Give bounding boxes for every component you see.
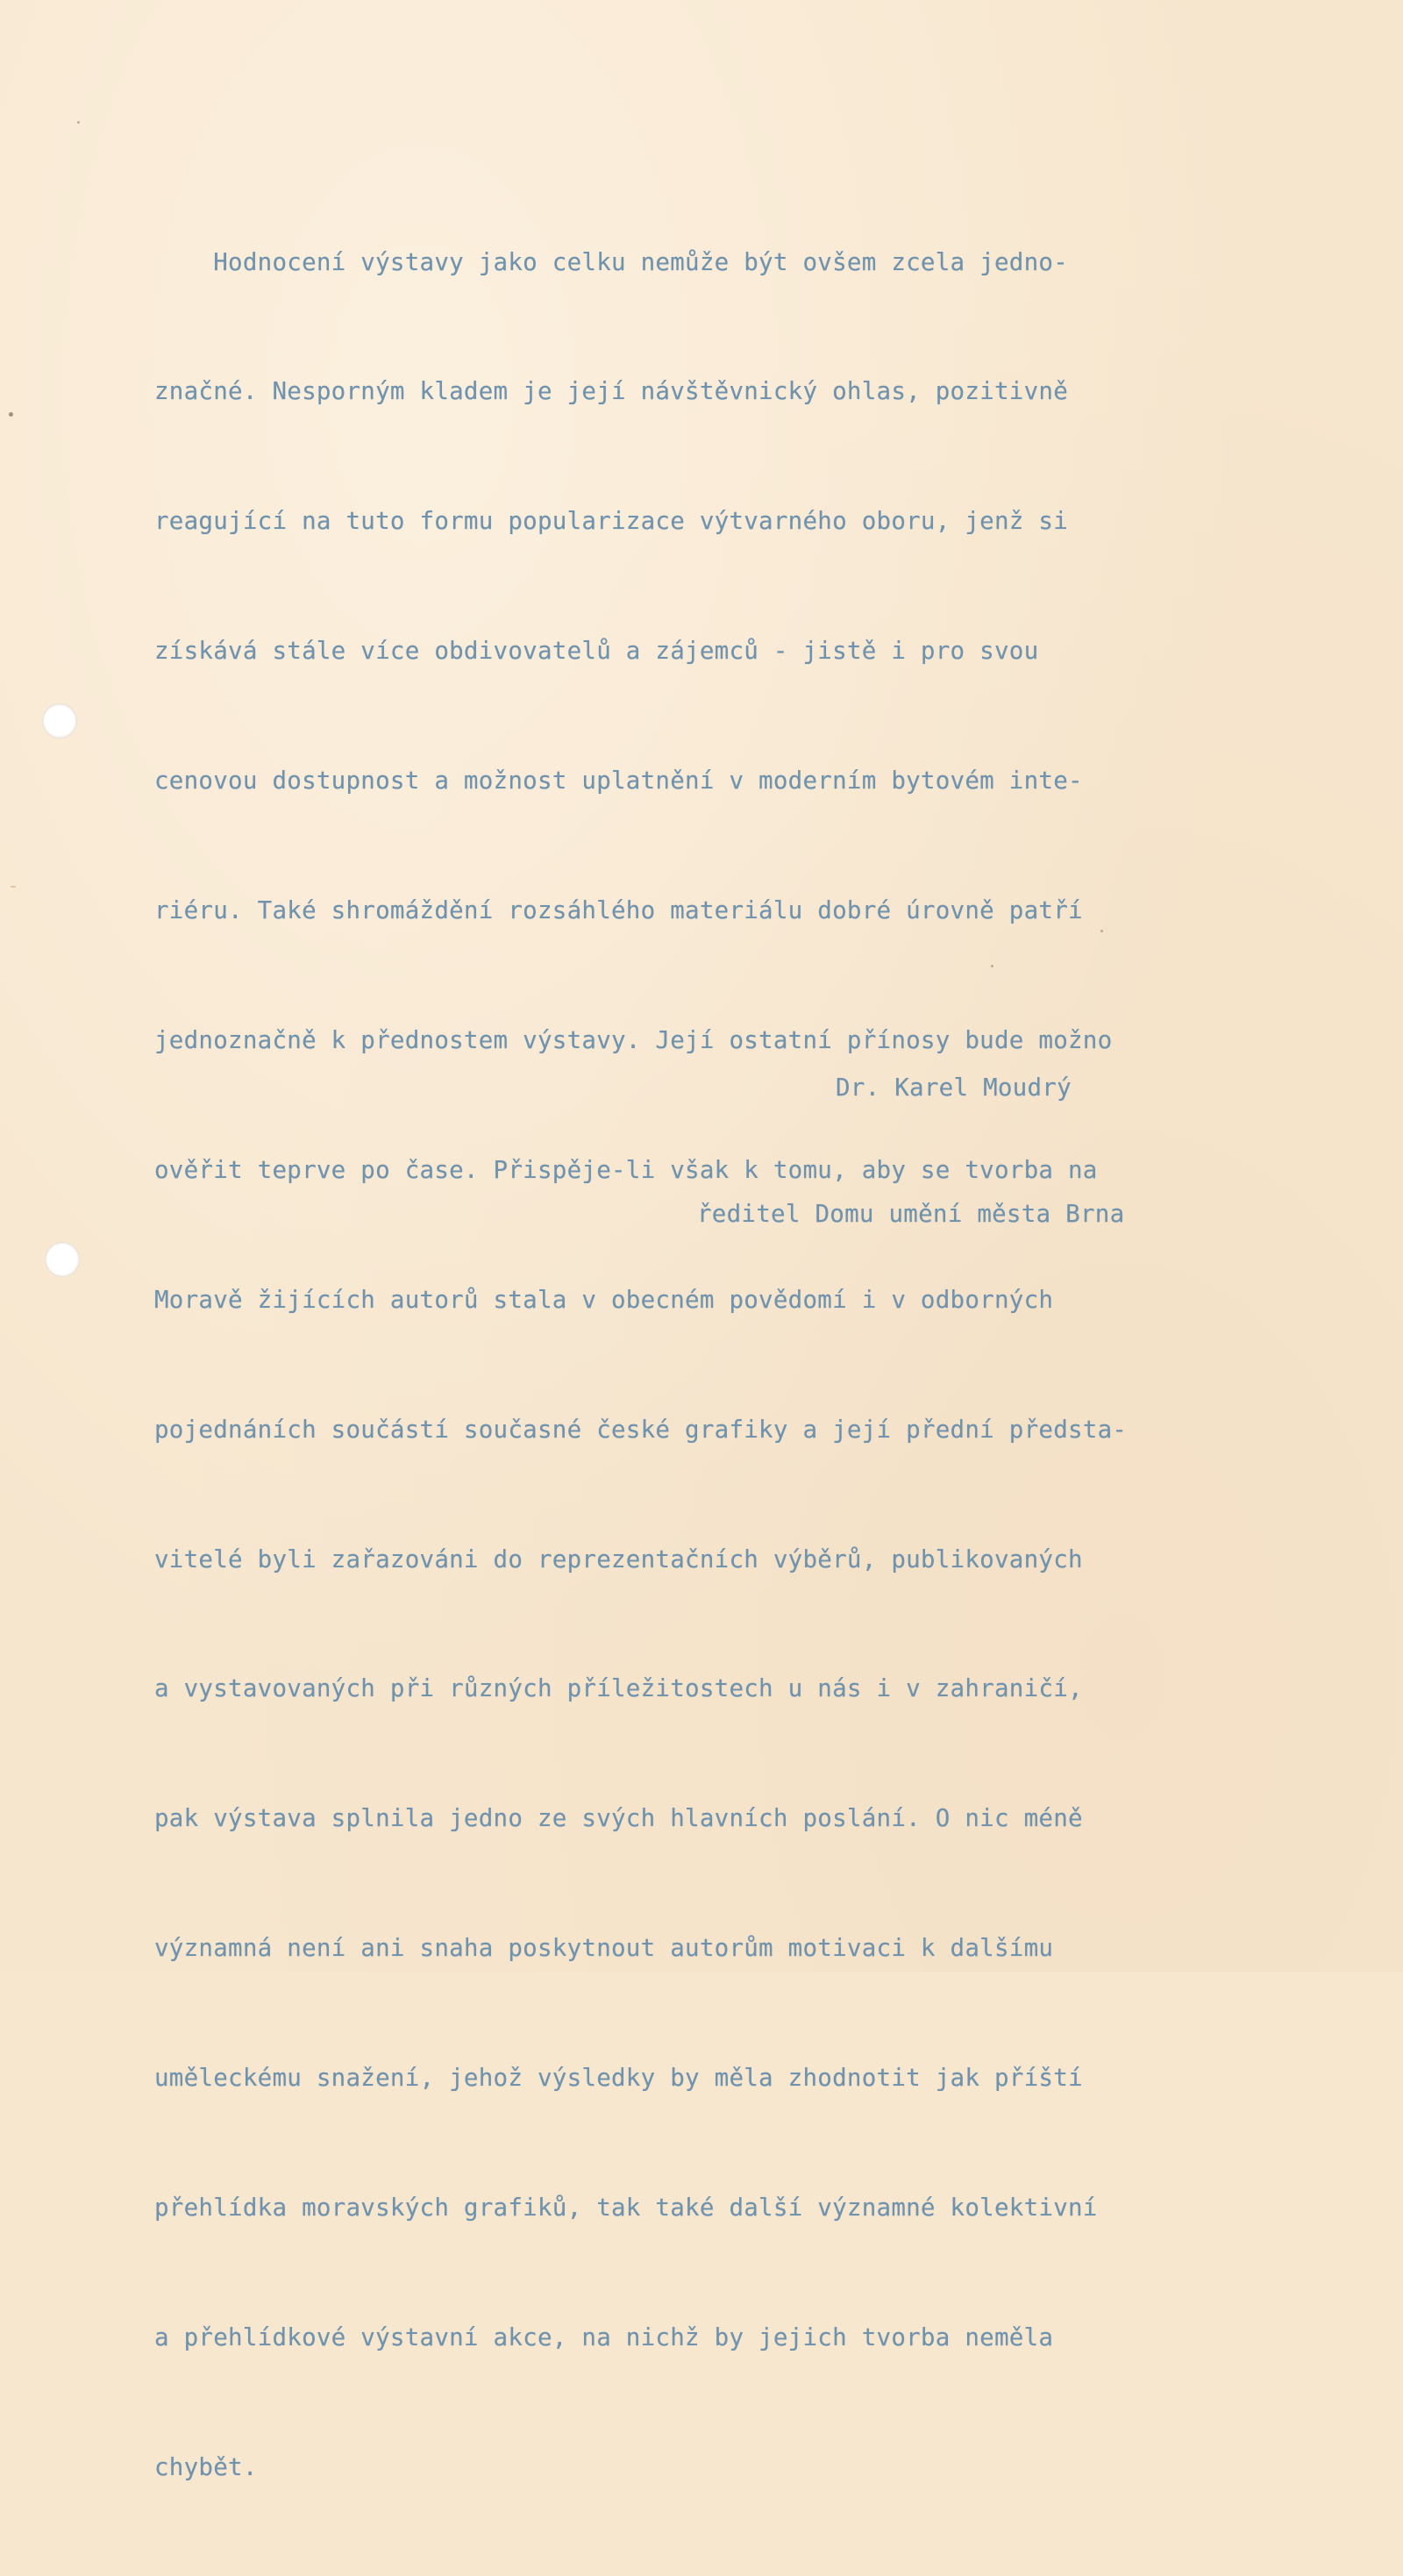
paragraph-line: cenovou dostupnost a možnost uplatnění v moderním bytovém inte-	[154, 767, 1083, 796]
paragraph-line: značné. Nesporným kladem je její návštěvnický ohlas, pozitivně	[154, 377, 1068, 406]
paper-speck	[11, 886, 16, 888]
paragraph-line: ověřit teprve po čase. Přispěje-li však k tomu, aby se tvorba na	[154, 1155, 1098, 1184]
punch-hole	[45, 1242, 80, 1277]
paper-speck	[77, 121, 80, 124]
paragraph-line: pojednáních součástí současné české grafiky a její přední předsta-	[154, 1415, 1128, 1444]
paragraph-line: významná není ani snaha poskytnout autorům motivaci k dalšímu	[154, 1934, 1054, 1963]
paper-speck	[9, 412, 13, 417]
paragraph-line: chybět.	[154, 2452, 258, 2481]
signature-block	[697, 982, 1124, 1319]
paragraph-line: uměleckému snažení, jehož výsledky by měla zhodnotit jak příští	[154, 2064, 1083, 2093]
paragraph-line: jednoznačně k přednostem výstavy. Její ostatní přínosy bude možno	[154, 1025, 1113, 1054]
paragraph-line: vitelé byli zařazováni do reprezentačních výběrů, publikovaných	[154, 1545, 1083, 1573]
signer-name: Dr. Karel Moudrý	[836, 1074, 1072, 1102]
paragraph-line: pak výstava splnila jedno ze svých hlavních poslání. O nic méně	[154, 1804, 1083, 1833]
paragraph-line: a přehlídkové výstavní akce, na nichž by jejich tvorba neměla	[154, 2323, 1054, 2351]
paragraph-line: přehlídka moravských grafiků, tak také další významné kolektivní	[154, 2193, 1098, 2222]
paragraph-line: Moravě žijících autorů stala v obecném povědomí i v odborných	[154, 1285, 1054, 1314]
paragraph-line: reagující na tuto formu popularizace výtvarného oboru, jenž si	[154, 507, 1068, 536]
paragraph-line: riéru. Také shromáždění rozsáhlého materiálu dobré úrovně patří	[154, 896, 1083, 925]
paragraph-line: a vystavovaných při různých příležitostech u nás i v zahraničí,	[154, 1674, 1083, 1703]
punch-hole	[42, 703, 77, 739]
paragraph-line: získává stále více obdivovatelů a zájemců - jistě i pro svou	[154, 637, 1039, 666]
signer-title: ředitel Domu umění města Brna	[697, 1200, 1125, 1228]
letter-paragraph	[154, 154, 1312, 2576]
paragraph-line: Hodnocení výstavy jako celku nemůže být ovšem zcela jedno-	[154, 247, 1068, 276]
